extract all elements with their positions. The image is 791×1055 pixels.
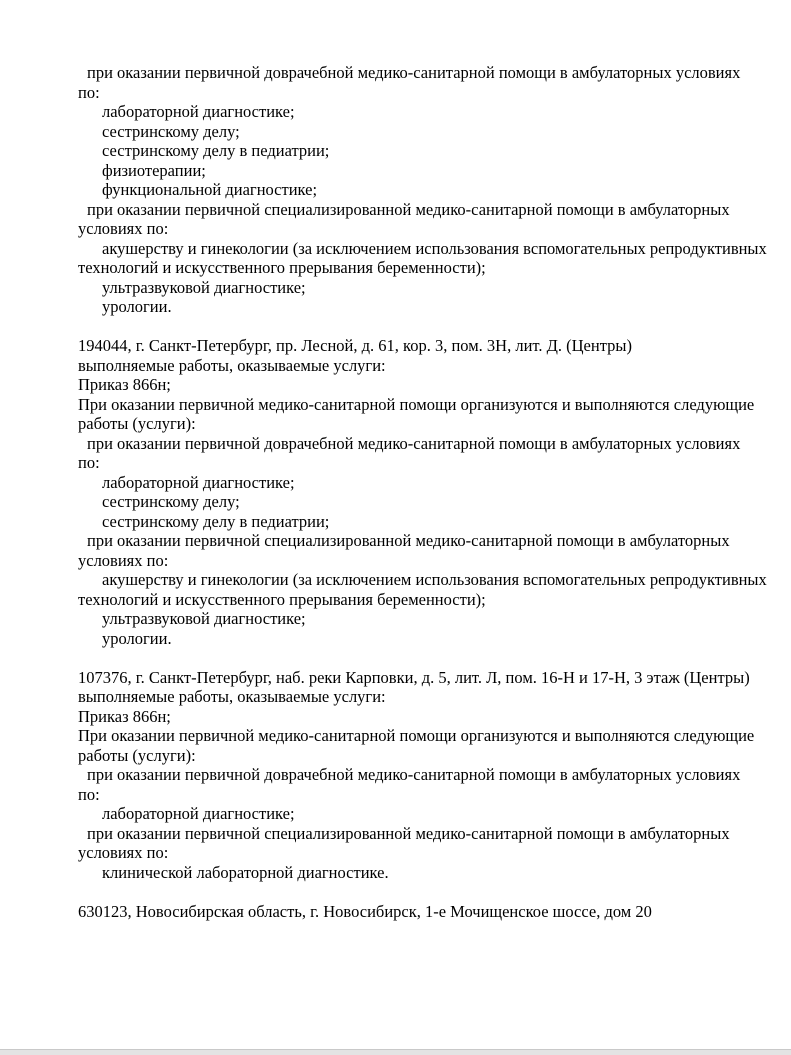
horizontal-scrollbar[interactable]: [0, 1049, 791, 1055]
text-line: при оказании первичной специализированной медико-санитарной помощи в амбулаторных: [87, 823, 730, 843]
address-block-630123: [78, 902, 741, 922]
text-line: ультразвуковой диагностике;: [102, 277, 306, 297]
text-line: лабораторной диагностике;: [102, 102, 295, 121]
text-line: условиях по:: [78, 219, 169, 238]
text-line: Приказ 866н;: [78, 375, 171, 394]
text-line: сестринскому делу;: [102, 121, 240, 141]
address-line: 107376, г. Санкт-Петербург, наб. реки Карповки, д. 5, лит. Л, пом. 16-Н и 17-Н, 3 этаж (Центры): [78, 667, 750, 687]
text-line: технологий и искусственного прерывания беременности);: [78, 258, 486, 277]
address-line: 630123, Новосибирская область, г. Новосибирск, 1-е Мочищенское шоссе, дом 20: [78, 901, 652, 921]
text-line: выполняемые работы, оказываемые услуги:: [78, 355, 386, 375]
text-line: при оказании первичной доврачебной медико-санитарной помощи в амбулаторных условиях: [87, 433, 741, 453]
text-line: урологии.: [102, 297, 172, 316]
text-line: урологии.: [102, 628, 172, 648]
text-line: лабораторной диагностике;: [102, 804, 295, 823]
text-line: работы (услуги):: [78, 745, 196, 765]
address-block-194044: [78, 336, 767, 648]
text-line: сестринскому делу;: [102, 492, 240, 511]
services-continued-block: [78, 63, 767, 317]
text-line: условиях по:: [78, 550, 169, 570]
text-line: лабораторной диагностике;: [102, 472, 295, 492]
text-line: при оказании первичной специализированной медико-санитарной помощи в амбулаторных: [87, 199, 730, 219]
text-line: акушерству и гинекологии (за исключением использования вспомогательных репродуктивных: [102, 570, 767, 589]
text-line: по:: [78, 82, 100, 102]
text-line: выполняемые работы, оказываемые услуги:: [78, 687, 386, 706]
text-line: по:: [78, 453, 100, 472]
text-line: технологий и искусственного прерывания беременности);: [78, 589, 486, 609]
text-line: сестринскому делу в педиатрии;: [102, 511, 330, 531]
text-line: функциональной диагностике;: [102, 180, 318, 199]
text-line: сестринскому делу в педиатрии;: [102, 141, 330, 160]
text-line: при оказании первичной специализированной медико-санитарной помощи в амбулаторных: [87, 531, 730, 550]
text-line: условиях по:: [78, 843, 169, 862]
address-line: 194044, г. Санкт-Петербург, пр. Лесной, д. 61, кор. 3, пом. 3Н, лит. Д. (Центры): [78, 336, 632, 355]
text-line: физиотерапии;: [102, 160, 206, 180]
text-line: При оказании первичной медико-санитарной помощи организуются и выполняются следующие: [78, 726, 755, 745]
text-line: работы (услуги):: [78, 414, 196, 433]
text-line: Приказ 866н;: [78, 706, 171, 726]
address-block-107376: [78, 667, 755, 883]
text-line: при оказании первичной доврачебной медико-санитарной помощи в амбулаторных условиях: [87, 765, 741, 784]
text-line: клинической лабораторной диагностике.: [102, 862, 389, 882]
text-line: ультразвуковой диагностике;: [102, 609, 306, 628]
text-line: При оказании первичной медико-санитарной помощи организуются и выполняются следующие: [78, 394, 755, 414]
text-line: акушерству и гинекологии (за исключением использования вспомогательных репродуктивных: [102, 238, 767, 258]
text-line: при оказании первичной доврачебной медико-санитарной помощи в амбулаторных условиях: [87, 63, 741, 82]
text-line: по:: [78, 784, 100, 804]
